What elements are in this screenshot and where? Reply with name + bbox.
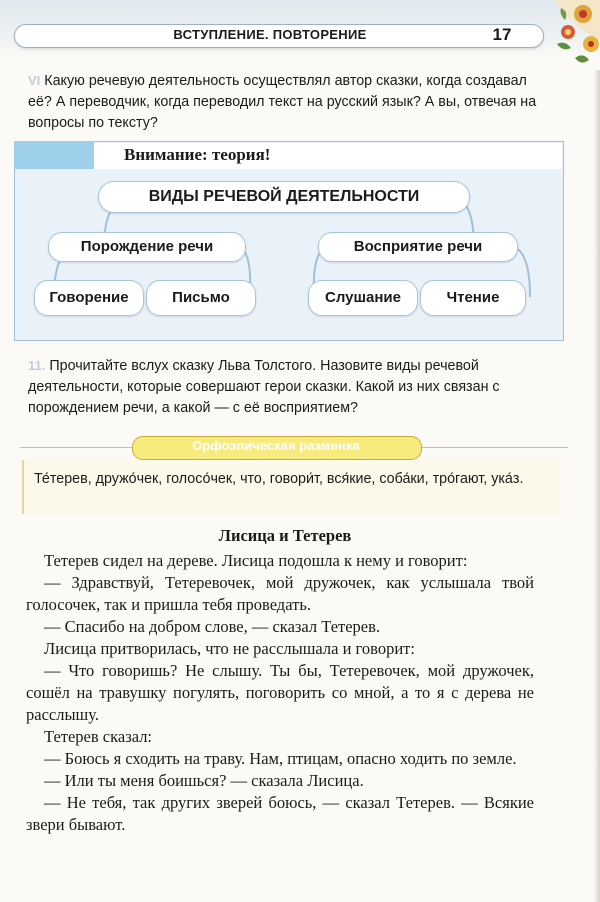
branch-speech-production: Порождение речи <box>48 232 246 262</box>
orthoepic-label: Орфоэпическая разминка <box>192 438 360 453</box>
orthoepic-words: Те́терев, дружо́чек, голосо́чек, что, говори́т, вся́кие, соба́ки, тро́гают, ука́з. <box>34 471 524 487</box>
story-paragraph: Тетерев сидел на дереве. Лисица подошла к нему и говорит: <box>44 551 468 570</box>
story-paragraph: — Боюсь я сходить на траву. Нам, птицам, опасно ходить по земле. <box>44 749 517 768</box>
task-6 <box>28 70 540 134</box>
page-edge-shadow <box>594 70 600 902</box>
leaf-writing: Письмо <box>146 280 256 316</box>
task-11 <box>28 355 540 419</box>
running-header-title: ВСТУПЛЕНИЕ. ПОВТОРЕНИЕ <box>173 27 367 42</box>
leaf-listening: Слушание <box>308 280 418 316</box>
theory-title: Внимание: теория! <box>124 145 271 164</box>
story-paragraph: Тетерев сказал: <box>44 727 153 746</box>
branch-speech-perception: Восприятие речи <box>318 232 518 262</box>
task-6-number: VI <box>28 73 41 88</box>
task-6-text: Какую речевую деятельность осуществлял автор сказки, когда создавал её? А переводчик, когда переводил текст на русский язык? А вы, отвечая на вопросы по тексту? <box>28 73 537 131</box>
story-title: Лисица и Тетерев <box>218 526 352 545</box>
theory-root-node: ВИДЫ РЕЧЕВОЙ ДЕЯТЕЛЬНОСТИ <box>98 181 470 213</box>
leaf-speaking: Говорение <box>34 280 144 316</box>
task-11-number: 11. <box>28 358 46 373</box>
task-11-text: Прочитайте вслух сказку Льва Толстого. Назовите виды речевой деятельности, которые совершают герои сказки. Какой из них связан с порождением речи, а какой — с её восприятием? <box>28 358 500 416</box>
story-paragraph: — Или ты меня боишься? — сказала Лисица. <box>44 771 364 790</box>
leaf-reading: Чтение <box>420 280 526 316</box>
story-text <box>26 550 534 836</box>
story-paragraph: — Спасибо на добром слове, — сказал Тетерев. <box>44 617 381 636</box>
story-paragraph: — Здравствуй, Тетеревочек, мой дружочек, как услышала твой голосочек, так и пришла тебя проведать. <box>26 573 534 614</box>
story-paragraph: Лисица притворилась, что не расслышала и говорит: <box>44 639 415 658</box>
floral-ornament-icon <box>535 0 600 78</box>
story-paragraph: — Не тебя, так других зверей боюсь, — сказал Тетерев. — Всякие звери бывают. <box>26 793 534 834</box>
page-number: 17 <box>492 25 512 44</box>
story-paragraph: — Что говоришь? Не слышу. Ты бы, Тетеревочек, мой дружочек, сошёл на травушку погулять, поговорить со мной, а то я с дерева не расслышу. <box>26 661 534 724</box>
